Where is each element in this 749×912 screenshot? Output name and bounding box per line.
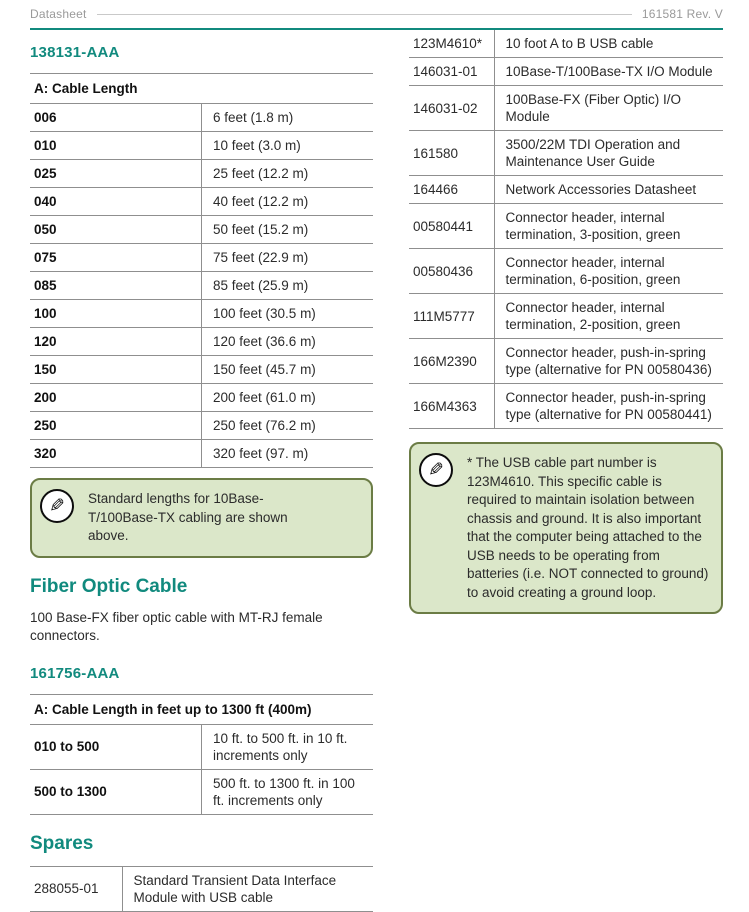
code-cell: 010 to 500	[30, 724, 202, 769]
page-header	[30, 6, 723, 22]
table-header-label: A: Cable Length	[30, 74, 373, 104]
code-cell: 164466	[409, 176, 494, 204]
desc-cell: 200 feet (61.0 m)	[202, 384, 374, 412]
table-row	[30, 272, 373, 300]
note-text: * The USB cable part number is 123M4610. This specific cable is required to maintain isolation between chassis and ground. It is also important that the computer being attached to the USB needs to be operating from batteries (i.e. NOT connected to ground) to avoid creating a ground loop.	[467, 455, 709, 600]
desc-cell: 6 feet (1.8 m)	[202, 104, 374, 132]
desc-cell: Connector header, internal termination, 6-position, green	[494, 249, 723, 294]
code-cell: 085	[30, 272, 202, 300]
desc-cell: Connector header, push-in-spring type (alternative for PN 00580436)	[494, 339, 723, 384]
table-header-label: A: Cable Length in feet up to 1300 ft (400m)	[30, 694, 373, 724]
code-cell: 075	[30, 244, 202, 272]
desc-cell: 100Base-FX (Fiber Optic) I/O Module	[494, 86, 723, 131]
table-row	[30, 328, 373, 356]
code-cell: 00580441	[409, 204, 494, 249]
code-cell: 123M4610*	[409, 30, 494, 58]
table-row	[30, 724, 373, 769]
desc-cell: 320 feet (97. m)	[202, 440, 374, 468]
code-cell: 166M4363	[409, 384, 494, 429]
desc-cell: 50 feet (15.2 m)	[202, 216, 374, 244]
table-row	[30, 300, 373, 328]
desc-cell: 250 feet (76.2 m)	[202, 412, 374, 440]
doc-type-label: Datasheet	[30, 7, 87, 21]
table-row	[30, 216, 373, 244]
code-cell: 111M5777	[409, 294, 494, 339]
desc-cell: Connector header, push-in-spring type (alternative for PN 00580441)	[494, 384, 723, 429]
code-cell: 320	[30, 440, 202, 468]
code-cell: 161580	[409, 131, 494, 176]
table-row	[30, 244, 373, 272]
table-header-row	[30, 694, 373, 724]
code-cell: 166M2390	[409, 339, 494, 384]
table-row	[409, 249, 723, 294]
note-box-standard-lengths	[30, 478, 373, 558]
code-cell: 120	[30, 328, 202, 356]
code-cell: 006	[30, 104, 202, 132]
desc-cell: 10Base-T/100Base-TX I/O Module	[494, 58, 723, 86]
code-cell: 040	[30, 188, 202, 216]
pencil-icon: ✎	[419, 453, 453, 487]
desc-cell: Network Accessories Datasheet	[494, 176, 723, 204]
note-box-usb-cable	[409, 442, 723, 614]
table-row	[30, 769, 373, 814]
left-column	[30, 30, 373, 912]
table-row	[409, 294, 723, 339]
desc-cell: Standard Transient Data Interface Module with USB cable	[122, 866, 373, 911]
code-cell: 100	[30, 300, 202, 328]
desc-cell: 85 feet (25.9 m)	[202, 272, 374, 300]
fiber-optic-description: 100 Base-FX fiber optic cable with MT-RJ female connectors.	[30, 609, 323, 643]
table-row	[30, 160, 373, 188]
pencil-icon: ✎	[40, 489, 74, 523]
code-cell: 010	[30, 132, 202, 160]
fiber-cable-length-table	[30, 694, 373, 815]
code-cell: 200	[30, 384, 202, 412]
desc-cell: 150 feet (45.7 m)	[202, 356, 374, 384]
code-cell: 500 to 1300	[30, 769, 202, 814]
table-row	[30, 356, 373, 384]
table-row	[30, 440, 373, 468]
fiber-optic-cable-heading: Fiber Optic Cable	[30, 575, 188, 597]
desc-cell: 120 feet (36.6 m)	[202, 328, 374, 356]
desc-cell: 3500/22M TDI Operation and Maintenance User Guide	[494, 131, 723, 176]
code-cell: 150	[30, 356, 202, 384]
code-cell: 025	[30, 160, 202, 188]
code-cell: 288055-01	[30, 866, 122, 911]
table-row	[409, 86, 723, 131]
desc-cell: 40 feet (12.2 m)	[202, 188, 374, 216]
right-column	[409, 30, 723, 614]
desc-cell: 75 feet (22.9 m)	[202, 244, 374, 272]
table-row	[409, 176, 723, 204]
spares-table	[30, 866, 373, 912]
code-cell: 146031-02	[409, 86, 494, 131]
table-row	[30, 188, 373, 216]
part-number-heading-161756: 161756-AAA	[30, 664, 120, 682]
table-row	[409, 58, 723, 86]
doc-number-label: 161581 Rev. V	[641, 7, 723, 21]
note-text: Standard lengths for 10Base-T/100Base-TX cabling are shown above.	[88, 491, 288, 543]
cable-length-table	[30, 73, 373, 468]
desc-cell: 100 feet (30.5 m)	[202, 300, 374, 328]
table-row	[409, 384, 723, 429]
part-number-heading-138131: 138131-AAA	[30, 44, 120, 61]
code-cell: 00580436	[409, 249, 494, 294]
table-row	[30, 866, 373, 911]
table-row	[409, 30, 723, 58]
desc-cell: 500 ft. to 1300 ft. in 100 ft. increments only	[202, 769, 374, 814]
table-row	[409, 339, 723, 384]
code-cell: 250	[30, 412, 202, 440]
table-row	[30, 104, 373, 132]
desc-cell: 10 feet (3.0 m)	[202, 132, 374, 160]
table-row	[30, 132, 373, 160]
desc-cell: 25 feet (12.2 m)	[202, 160, 374, 188]
table-row	[409, 131, 723, 176]
table-row	[30, 384, 373, 412]
desc-cell: Connector header, internal termination, 2-position, green	[494, 294, 723, 339]
code-cell: 146031-01	[409, 58, 494, 86]
table-row	[30, 412, 373, 440]
header-divider	[97, 14, 632, 15]
desc-cell: Connector header, internal termination, 3-position, green	[494, 204, 723, 249]
table-row	[409, 204, 723, 249]
desc-cell: 10 foot A to B USB cable	[494, 30, 723, 58]
desc-cell: 10 ft. to 500 ft. in 10 ft. increments only	[202, 724, 374, 769]
code-cell: 050	[30, 216, 202, 244]
accessories-table	[409, 30, 723, 429]
spares-heading: Spares	[30, 832, 94, 854]
table-header-row	[30, 74, 373, 104]
